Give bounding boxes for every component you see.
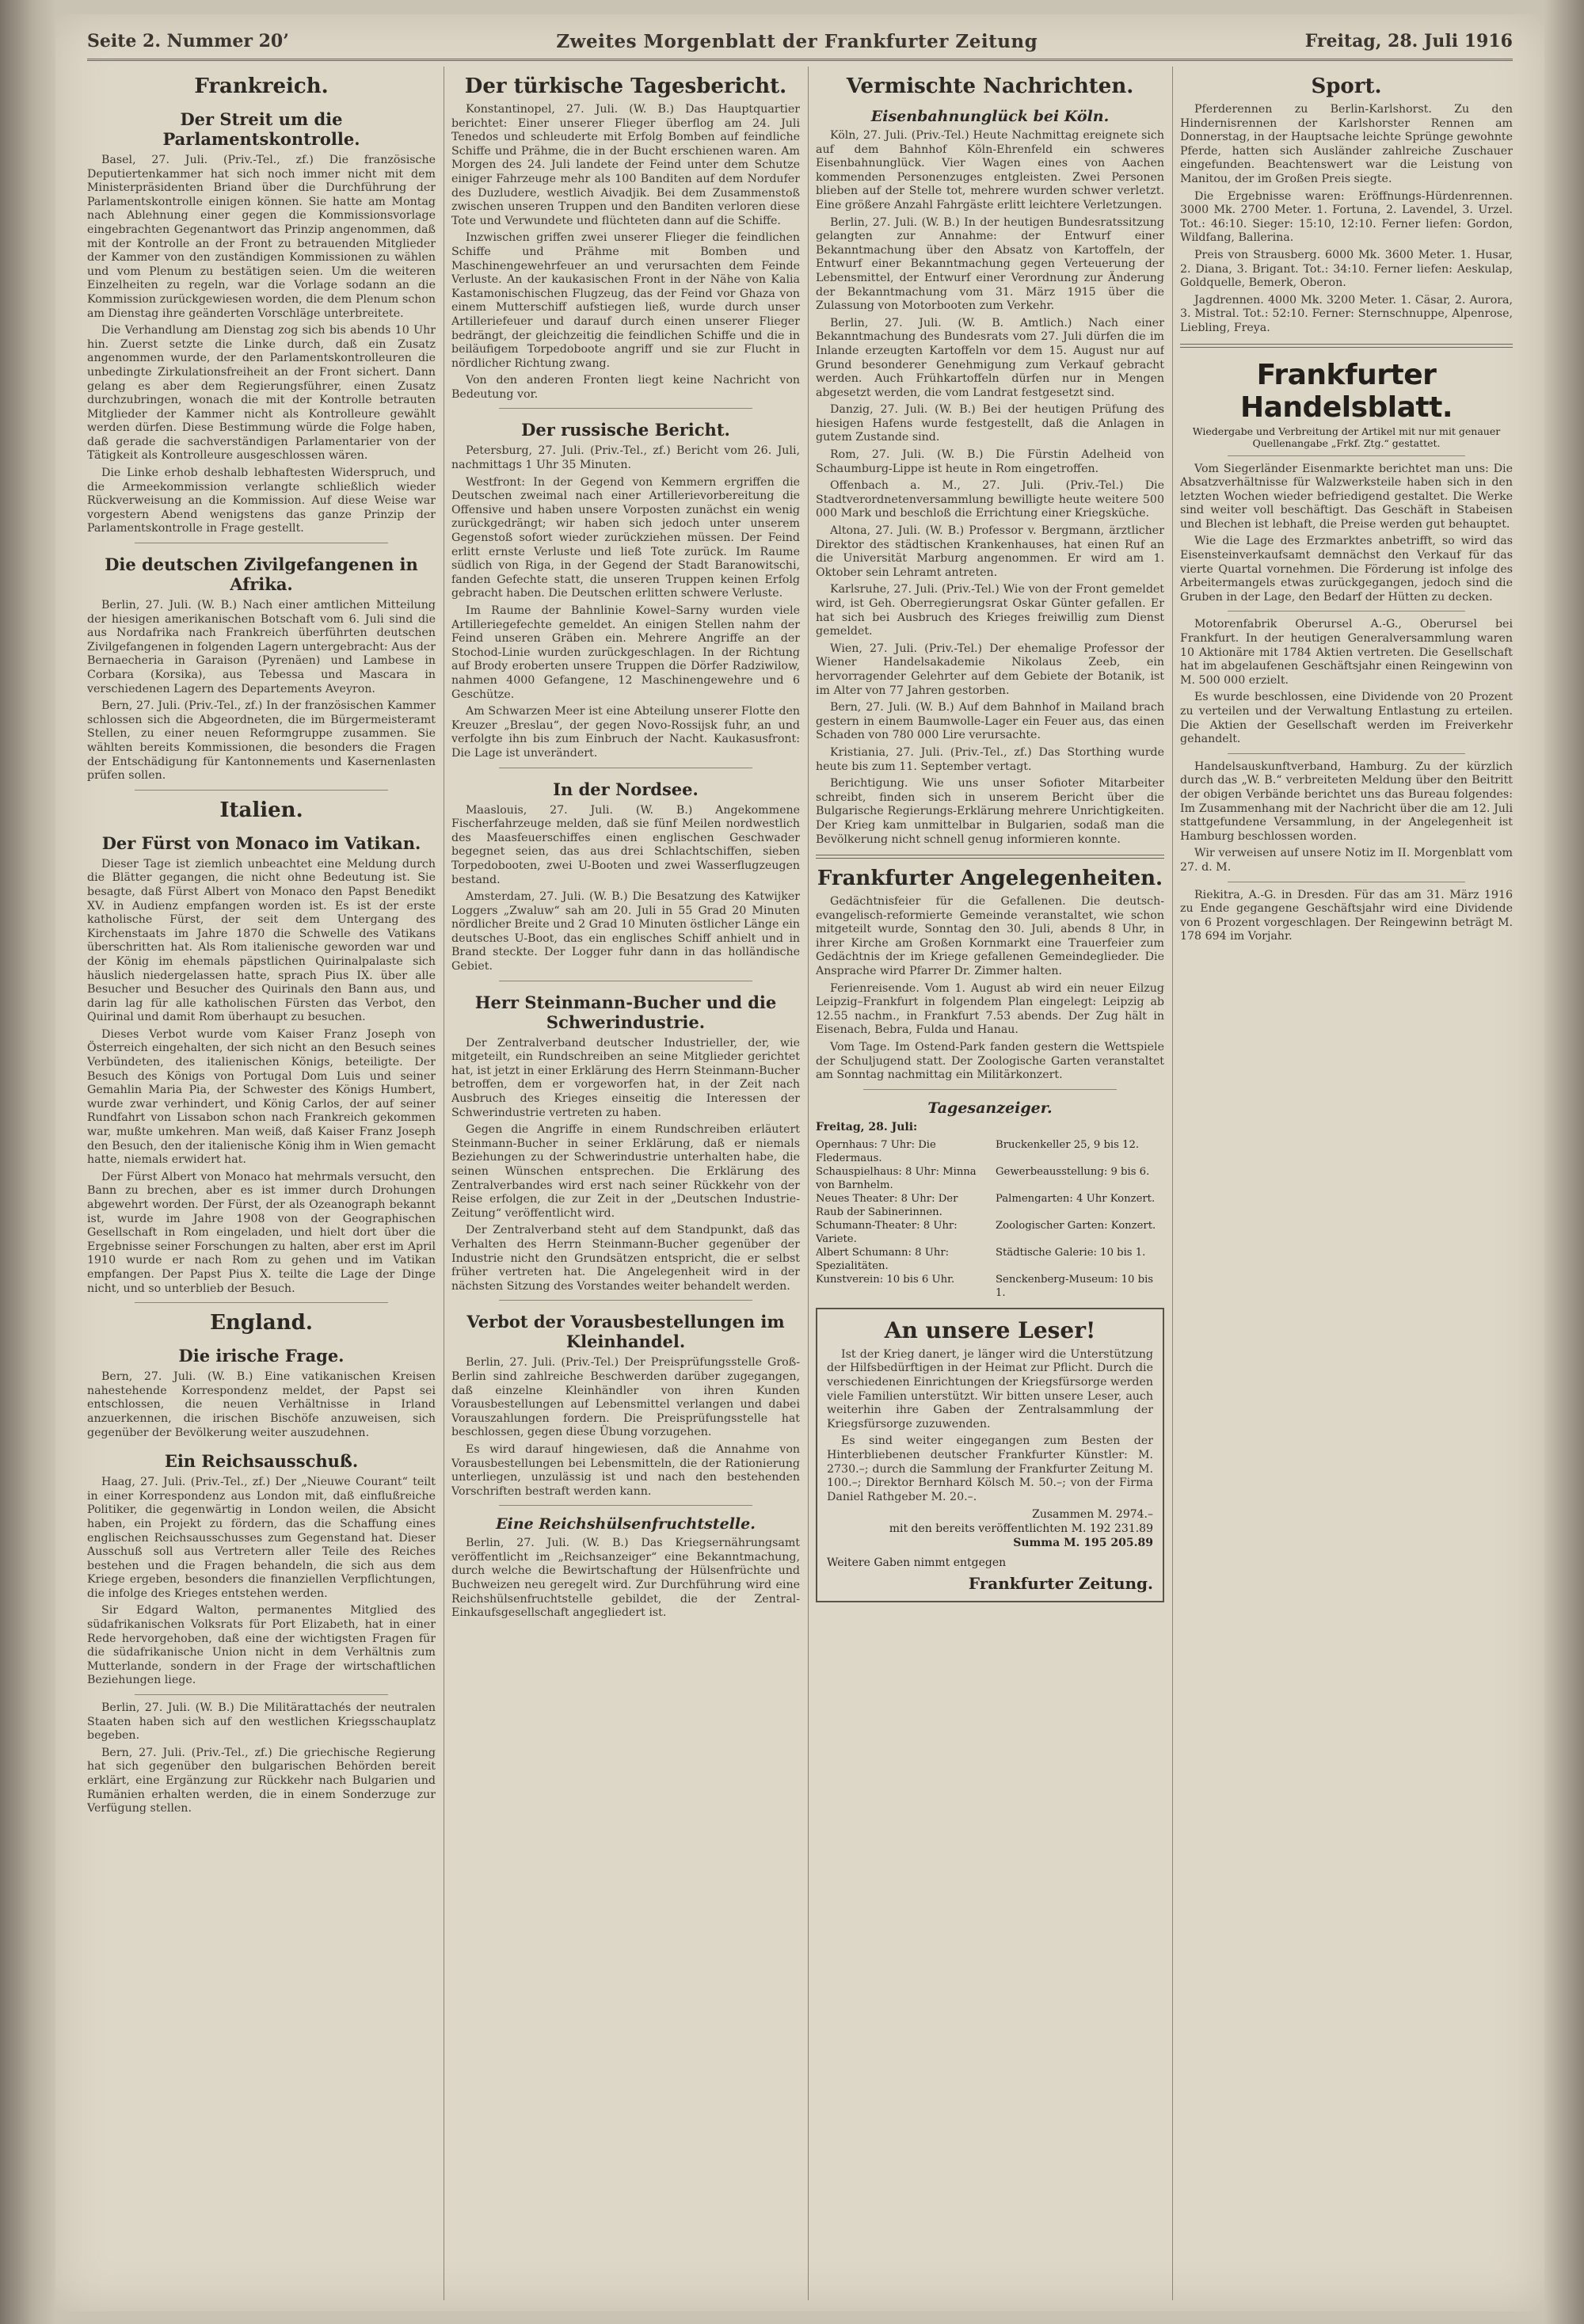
article-paragraph: Riekitra, A.-G. in Dresden. Für das am 31. März 1916 zu Ende gegangene Geschäftsjahr wird eine Dividende von 6 Prozent vorgeschlagen. Der Reingewinn beträgt M. 178 694 im Vorjahr.: [1180, 888, 1513, 943]
article-paragraph: Wir verweisen auf unsere Notiz im II. Morgenblatt vom 27. d. M.: [1180, 847, 1513, 874]
section-heading-england: England.: [210, 1311, 313, 1335]
article-heading: Herr Steinmann-Bucher und die Schwerindustrie.: [474, 992, 777, 1032]
article-paragraph: Der Zentralverband steht auf dem Standpunkt, daß das Verhalten des Herrn Steinmann-Bucher gegenüber der Industrie nicht den Grundsätzen entspricht, die er selbst früher vertreten hat. Die Angelegenheit wird in der nächsten Sitzung des Vorstandes weiter behandelt werden.: [451, 1224, 800, 1293]
tagesanzeiger-entry: Palmengarten: 4 Uhr Konzert.: [996, 1192, 1156, 1205]
column-3: [816, 67, 1164, 2300]
donation-previous: mit den bereits veröffentlichten M. 192 231.89: [889, 1522, 1153, 1536]
article-paragraph: Berlin, 27. Juli. (W. B.) Die Militärattachés der neutralen Staaten haben sich auf den westlichen Kriegsschauplatz begeben.: [87, 1701, 436, 1743]
article-paragraph: Bern, 27. Juli. (Priv.-Tel., zf.) In der französischen Kammer schlossen sich die Abgeordneten, die im Bürgermeisteramt Stellen, zu einer neuen Reformgruppe zusammen. Sie wählten bereits Kommissionen, die besonders die Fragen der Entschädigung für Kantonnements und Kasernenlasten prüfen sollen.: [87, 699, 436, 783]
article-paragraph: Der Fürst Albert von Monaco hat mehrmals versucht, den Bann zu brechen, aber es ist immer durch Drohungen abgewehrt worden. Der Fürst, der als Ozeanograph bekannt ist, wurde im Jahre 1908 von der Geographischen Gesellschaft in Rom eingeladen, und hielt dort über die Ergebnisse seiner Forschungen zu halten, aber erst im April 1910 wurde er nach Rom zu gehen und im Vatikan empfangen. Der Papst Pius X. teilte die Lage der Dinge nicht, und so unterblieb der Besuch.: [87, 1170, 436, 1295]
masthead-page-number: Seite 2. Nummer 20’: [87, 31, 289, 51]
article-paragraph: Handelsauskunftverband, Hamburg. Zu der kürzlich durch das „W. B.“ verbreiteten Meldung über den Beitritt der obigen Verbände berichtet uns das Bureau folgendes: Im Zusammenhang mit der Nachricht über die am 12. Juli stattgefundene Versammlung, in der Angelegenheit ist Hamburg beschlossen worden.: [1180, 760, 1513, 843]
article-paragraph: Gedächtnisfeier für die Gefallenen. Die deutsch-evangelisch-reformierte Gemeinde veranstaltet, wie schon mitgeteilt wurde, Sonntag den 30. Juli, abends 8 Uhr, in ihrer Kirche am Großen Kornmarkt eine Trauerfeier zum Gedächtnis der im Kriege gefallenen Gemeindeglieder. Die Ansprache wird Pfarrer Dr. Zimmer halten.: [816, 895, 1164, 978]
handelsblatt-title: Frankfurter Handelsblatt.: [1240, 358, 1453, 424]
article-paragraph: Jagdrennen. 4000 Mk. 3200 Meter. 1. Cäsar, 2. Aurora, 3. Mistral. Tot.: 52:10. Ferner: Sternschnuppe, Alpenrose, Liebling, Freya.: [1180, 293, 1513, 334]
section-heading-frankfurter: Frankfurter Angelegenheiten.: [817, 867, 1163, 891]
article-paragraph: Dieser Tage ist ziemlich unbeachtet eine Meldung durch die Blätter gegangen, die nicht ohne Bedeutung ist. Sie besagte, daß Fürst Albert von Monaco den Papst Benedikt XV. in Audienz empfangen worden ist. Es ist der erste katholische Fürst, der seit dem Untergang des Kirchenstaats im Jahre 1870 die Schwelle des Vatikans überschritten hat. Als Rom italienische geworden war und der König im ehemals päpstlichen Quirinalpalaste sich häuslich niedergelassen hatte, sprach Pius IX. über alle Besucher und Besucher des Quirinals den Bann aus, und darin lag für alle katholischen Fürsten das Verbot, den Quirinal und damit Rom überhaupt zu besuchen.: [87, 857, 436, 1024]
tagesanzeiger-entry: Gewerbeausstellung: 9 bis 6.: [996, 1165, 1150, 1178]
column-2: [451, 67, 800, 2300]
article-paragraph: Im Raume der Bahnlinie Kowel–Sarny wurden viele Artilleriegefechte gemeldet. An einigen Stellen nahm der Feind unseren Gräben ein. Mehrere Angriffe an der Stochod-Linie wurden zurückgeschlagen. In der Richtung auf Brody eroberten unsere Truppen die Dörfer Radziwilow, nahmen 4000 Gefangene, 12 Maschinengewehre und 6 Geschütze.: [451, 604, 800, 701]
article-paragraph: Petersburg, 27. Juli. (Priv.-Tel., zf.) Bericht vom 26. Juli, nachmittags 1 Uhr 35 Minuten.: [451, 444, 800, 472]
column-rule: [808, 67, 809, 2300]
article-paragraph: Berlin, 27. Juli. (Priv.-Tel.) Der Preisprüfungsstelle Groß-Berlin sind zahlreiche Beschwerden darüber zugegangen, daß einzelne Kleinhändler von ihren Kunden Vorausbestellungen auf Lebensmittel verlangen und dabei Vorauszahlungen fordern. Die Preisprüfungsstelle hat beschlossen, gegen diese Übung vorzugehen.: [451, 1356, 800, 1439]
masthead: [87, 24, 1513, 61]
divider: [499, 1300, 752, 1301]
article-paragraph: Inzwischen griffen zwei unserer Flieger die feindlichen Schiffe und Prähme mit Bomben und Maschinengewehrfeuer an und verursachten dem Feinde Verluste. An der kaukasischen Front in der Nähe von Kalia Kastamonischischen Flugzeug, das der Feind vor Ghaza von einem Mutterschiff aufstiegen ließ, wurde durch unser Artilleriefeuer und darauf durch einen unserer Flieger bedrängt, der gleichzeitig die feindlichen Schiffe und die in beiläufigem Torpedoboote angriff und sie zur Flucht in nördlicher Richtung zwang.: [451, 231, 800, 370]
handelsblatt-subtitle: Wiedergabe und Verbreitung der Artikel mit nur mit genauer Quellenangabe „Frkf. Ztg.“ gestattet.: [1192, 425, 1501, 449]
article-paragraph: Karlsruhe, 27. Juli. (Priv.-Tel.) Wie von der Front gemeldet wird, ist Geh. Oberregierungsrat Oskar Günter gefallen. Er hat sich bei Ausbruch des Krieges freiwillig zum Dienst gemeldet.: [816, 583, 1164, 638]
divider: [1228, 753, 1465, 754]
masthead-title: Zweites Morgenblatt der Frankfurter Zeitung: [556, 30, 1038, 52]
article-paragraph: Bern, 27. Juli. (W. B.) Auf dem Bahnhof in Mailand brach gestern in einem Baumwolle-Lager ein Feuer aus, das einen Schaden von 780 000 Lire verursachte.: [816, 701, 1164, 742]
article-heading: Eisenbahnunglück bei Köln.: [870, 108, 1110, 125]
article-paragraph: Westfront: In der Gegend von Kemmern ergriffen die Deutschen zweimal nach einer Artillerievorbereitung die Offensive und haben unsere Vorposten zunächst ein wenig zurückgedrängt; wir haben sich jedoch unter unserem Gegenstoß sofort wieder zurückziehen müssen. Der Feind erlitt ernste Verluste und ließ Tote zurück. Im Raume südlich von Riga, in der Gegend der Stadt Baranowitschi, fanden Gefechte statt, die unseren Truppen keinen Erfolg gebracht haben. Die Deutschen erlitten schwere Verluste.: [451, 475, 800, 600]
donation-grand-total: Summa M. 195 205.89: [1013, 1537, 1153, 1550]
leser-appeal-title: An unsere Leser!: [884, 1316, 1096, 1343]
article-paragraph: Köln, 27. Juli. (Priv.-Tel.) Heute Nachmittag ereignete sich auf dem Bahnhof Köln-Ehrenfeld ein schweres Eisenbahnunglück. Vier Wagen eines von Aachen kommenden Personenzuges entgleisten. Zwei Personen blieben auf der Stelle tot, mehrere wurden schwer verletzt. Eine größere Anzahl Fahrgäste erlitt leichtere Verletzungen.: [816, 129, 1164, 211]
tagesanzeiger-date: Freitag, 28. Juli:: [816, 1120, 918, 1133]
article-heading: Die deutschen Zivilgefangenen in Afrika.: [105, 554, 418, 595]
donation-sum-line: [827, 1522, 1153, 1536]
column-1: [87, 67, 436, 2300]
columns: [87, 67, 1513, 2300]
article-paragraph: Rom, 27. Juli. (W. B.) Die Fürstin Adelheid von Schaumburg-Lippe ist heute in Rom eingetroffen.: [816, 448, 1164, 475]
donation-note: Weitere Gaben nimmt entgegen: [827, 1556, 1007, 1570]
article-heading: Der Streit um die Parlamentskontrolle.: [162, 109, 360, 149]
article-paragraph: Wien, 27. Juli. (Priv.-Tel.) Der ehemalige Professor der Wiener Handelsakademie Nikolaus Zeeb, ein hervorragender Gelehrter auf dem Gebiete der Botanik, ist im Alter von 77 Jahren gestorben.: [816, 642, 1164, 697]
tagesanzeiger-entry: Städtische Galerie: 10 bis 1.: [996, 1246, 1146, 1259]
article-paragraph: Berlin, 27. Juli. (W. B.) Nach einer amtlichen Mitteilung der hiesigen amerikanischen Botschaft vom 6. Juli sind die aus Nordafrika nach Frankreich überführten deutschen Zivilgefangenen in folgenden Lagern untergebracht: Aus der Bernaecheria in Garaison (Pyrenäen) und Lambese in Corbara (Korsika), aus Tebessa und Mascara in verschiedenen Lagern des Departements Aveyron.: [87, 599, 436, 695]
article-heading: Eine Reichshülsenfruchtstelle.: [496, 1515, 756, 1533]
publisher-signature: Frankfurter Zeitung.: [968, 1574, 1153, 1594]
article-heading: Der türkische Tagesbericht.: [464, 74, 787, 98]
newspaper-page: [55, 14, 1544, 2311]
article-heading: Verbot der Vorausbestellungen im Kleinhandel.: [466, 1312, 785, 1352]
article-heading: Ein Reichsausschuß.: [164, 1451, 359, 1472]
divider: [1228, 455, 1465, 456]
divider: [816, 855, 1164, 859]
article-paragraph: Von den anderen Fronten liegt keine Nachricht von Bedeutung vor.: [451, 374, 800, 401]
tagesanzeiger-entry: Opernhaus: 7 Uhr: Die Fledermaus.: [816, 1138, 936, 1164]
article-paragraph: Maaslouis, 27. Juli. (W. B.) Angekommene Fischerfahrzeuge melden, daß sie fünf Meilen nordwestlich des Maasfeuerschiffes einen englischen Geschwader begegnet seien, das aus drei Schlachtschiffen, sieben Torpedobooten, zwei U-Booten und zwei Wasserflugzeugen bestand.: [451, 803, 800, 886]
binding-gutter-right: [1544, 0, 1584, 2324]
article-heading: Die irische Frage.: [178, 1346, 345, 1366]
divider: [499, 408, 752, 409]
article-paragraph: Pferderennen zu Berlin-Karlshorst. Zu den Hindernisrennen der Karlshorster Rennen am Donnerstag, in der Hauptsache leichte Sprünge gewohnte Pferde, hatten sich Ausländer zahlreiche Zuschauer eingefunden. Beachtenswert war die Leistung von Manitou, der im Großen Preis siegte.: [1180, 103, 1513, 185]
tagesanzeiger-heading: Tagesanzeiger.: [927, 1099, 1053, 1117]
article-paragraph: Preis von Strausberg. 6000 Mk. 3600 Meter. 1. Husar, 2. Diana, 3. Brigant. Tot.: 34:10. Ferner liefen: Aeskulap, Goldquelle, Bemerk, Oberon.: [1180, 248, 1513, 290]
article-paragraph: Bern, 27. Juli. (W. B.) Eine vatikanischen Kreisen nahestehende Korrespondenz meldet, der Papst sei entschlossen, die neuen Verhältnisse in Irland anzuerkennen, die irischen Bischöfe anzuweisen, sich gegenüber der Bevölkerung weiter auszudehnen.: [87, 1370, 436, 1439]
article-paragraph: Berichtigung. Wie uns unser Sofioter Mitarbeiter schreibt, finden sich in unserem Bericht über die Bulgarische Regierungs-Erklärung mehrere Unrichtigkeiten. Der Krieg kam unmittelbar in Bulgarien, sodaß man die Bevölkerung nicht schnell genug informieren konnte.: [816, 777, 1164, 846]
article-paragraph: Konstantinopel, 27. Juli. (W. B.) Das Hauptquartier berichtet: Einer unserer Flieger überflog am 24. Juli Tenedos und schleuderte mit Erfolg Bomben auf feindliche Schiffe und Prähme, die in der Bucht erschienen waren. Am Morgen des 24. Juli landete der Feind unter dem Schutze einiger Fahrzeuge mehr als 100 Banditen auf dem Nordufer des Duzludere, westlich Aivadjik. Bei dem Zusammenstoß zwischen unseren Truppen und den Banditen verloren diese Tote und Verwundete und flüchteten dann auf die Schiffe.: [451, 103, 800, 227]
article-paragraph: Altona, 27. Juli. (W. B.) Professor v. Bergmann, ärztlicher Direktor des städtischen Krankenhauses, hat einen Ruf an die Universität Marburg angenommen. Er wird am 1. Oktober sein Lehramt antreten.: [816, 524, 1164, 579]
tagesanzeiger-entry: Senckenberg-Museum: 10 bis 1.: [996, 1273, 1154, 1299]
section-heading-vermischte: Vermischte Nachrichten.: [846, 74, 1134, 98]
section-heading-frankreich: Frankreich.: [194, 74, 329, 98]
column-rule: [1172, 67, 1173, 2300]
article-paragraph: Gegen die Angriffe in einem Rundschreiben erläutert Steinmann-Bucher in seiner Erklärung, daß er niemals Beziehungen zu der Schwerindustrie unterhalten habe, die seinen Wünschen entsprechen. Die Erklärung des Zentralverbandes wird erst nach seiner Rückkehr von der Reise erfolgen, die zur Zeit in der „Deutschen Industrie-Zeitung“ veröffentlicht wird.: [451, 1123, 800, 1220]
divider: [135, 790, 388, 791]
article-paragraph: Es wurde beschlossen, eine Dividende von 20 Prozent zu verteilen und der Verwaltung Entlastung zu erteilen. Die Aktien der Gesellschaft werden im Freiverkehr gehandelt.: [1180, 691, 1513, 746]
divider: [499, 1505, 752, 1506]
donation-sum-line: [827, 1536, 1153, 1550]
article-paragraph: Basel, 27. Juli. (Priv.-Tel., zf.) Die französische Deputiertenkammer hat sich noch immer nicht mit dem Ministerpräsidenten Briand über die Durchführung der Parlamentskontrolle einigen können. Sie hatte am Montag nach Ablehnung einer gegen die Kommissionsvorlage eingebrachten Gegenantwort das Prinzip angenommen, daß mit der Kontrolle an der Front zu betrauenden Mitglieder der Kammer von den zuständigen Kommissionen zu wählen und vom Plenum zu bestätigen seien. Um die weiteren Einzelheiten zu regeln, war die Vorlage sodann an die Kommission zurückgewiesen worden, die dem Plenum schon am Dienstag ihre geänderten Vorschläge unterbreitete.: [87, 154, 436, 320]
article-paragraph: Berlin, 27. Juli. (W. B. Amtlich.) Nach einer Bekanntmachung des Bundesrats vom 27. Juli dürfen die im Inlande erzeugten Kartoffeln vor dem 15. August nur auf Grund besonderer Genehmigung zum Verkauf gebracht werden. Auch Frühkartoffeln dürfen nur in Mengen abgesetzt werden, die vom Landrat festgesetzt sind.: [816, 316, 1164, 399]
article-paragraph: Wie die Lage des Erzmarktes anbetrifft, so wird das Eisensteinverkaufsamt demnächst den Verkauf für das vierte Quartal vornehmen. Die Förderung ist infolge des Arbeitermangels etwas zurückgegangen, jedoch sind die Gruben in der Lage, den Bedarf der Hütten zu decken.: [1180, 535, 1513, 604]
article-paragraph: Es wird darauf hingewiesen, daß die Annahme von Vorausbestellungen bei Lebensmitteln, die der Rationierung unterliegen, unzulässig ist und nach den bestehenden Vorschriften bestraft werden kann.: [451, 1442, 800, 1498]
divider: [135, 1694, 388, 1695]
article-paragraph: Sir Edgard Walton, permanentes Mitglied des südafrikanischen Volksrats für Port Elizabeth, hat in einer Rede hervorgehoben, daß eine der wichtigsten Fragen für die südafrikanische Union nicht in dem Verhältnis zum Mutterlande, sondern in der Frage der wirtschaftlichen Beziehungen liege.: [87, 1604, 436, 1687]
article-paragraph: Dieses Verbot wurde vom Kaiser Franz Joseph von Österreich eingehalten, der sich nicht an den Besuch seines Verbündeten, des italienischen Königs, beteiligte. Der Besuch des Königs von Portugal Dom Luis und seiner Gemahlin Maria Pia, der Schwester des Königs Humbert, wurde zwar verhindert, und König Carlos, der auf seiner Rundfahrt von Lissabon schon nach Frankreich gekommen war, mußte umkehren. Man weiß, daß Kaiser Franz Joseph den Besuch, den der italienische König ihm in Wien gemacht hatte, niemals erwidert hat.: [87, 1027, 436, 1167]
tagesanzeiger-entry: Albert Schumann: 8 Uhr: Spezialitäten.: [816, 1246, 950, 1272]
tagesanzeiger-entry: Schumann-Theater: 8 Uhr: Variete.: [816, 1219, 958, 1245]
article-paragraph: Vom Tage. Im Ostend-Park fanden gestern die Wettspiele der Schuljugend statt. Der Zoologische Garten veranstaltet am Sonntag nachmittag ein Militärkonzert.: [816, 1041, 1164, 1082]
donation-total: Zusammen M. 2974.–: [1032, 1508, 1153, 1522]
article-heading: Der Fürst von Monaco im Vatikan.: [101, 832, 421, 853]
article-paragraph: Amsterdam, 27. Juli. (W. B.) Die Besatzung des Katwijker Loggers „Zwaluw“ sah am 20. Juli in 55 Grad 20 Minuten nördlicher Breite und 2 Grad 10 Minuten östlicher Länge ein deutsches U-Boot, das ein englisches Schiff anhielt und in Brand steckte. Der Logger fuhr dann in das holländische Gebiet.: [451, 890, 800, 973]
leser-appeal-paragraph: Ist der Krieg danert, je länger wird die Unterstützung der Hilfsbedürftigen in der Heimat zur Pflicht. Durch die verschiedenen Einrichtungen der Kriegsfürsorge werden viele Familien unterstützt. Wir bitten unsere Leser, auch weiterhin ihre Gaben der Zentralsammlung der Kriegsfürsorge zuzuwenden.: [827, 1347, 1153, 1431]
article-paragraph: Danzig, 27. Juli. (W. B.) Bei der heutigen Prüfung des hiesigen Hafens wurde festgestellt, daß die Anlagen in gutem Zustande sind.: [816, 403, 1164, 444]
section-heading-sport: Sport.: [1311, 74, 1382, 98]
article-paragraph: Motorenfabrik Oberursel A.-G., Oberursel bei Frankfurt. In der heutigen Generalversammlung waren 10 Aktionäre mit 1784 Aktien vertreten. Die Gesellschaft hat im abgelaufenen Geschäftsjahr einen Reingewinn von M. 500 000 erzielt.: [1180, 618, 1513, 687]
tagesanzeiger-entry: Bruckenkeller 25, 9 bis 12.: [996, 1138, 1140, 1151]
section-heading-italien: Italien.: [219, 798, 303, 822]
tagesanzeiger-table: [816, 1138, 1164, 1300]
leser-appeal-paragraph: Es sind weiter eingegangen zum Besten der Hinterbliebenen deutscher Frankfurter Künstler: M. 2730.–; durch die Sammlung der Frankfurter Zeitung M. 100.–; Direktor Bernhard Kölsch M. 50.–; von der Firma Daniel Rathgeber M. 20.–.: [827, 1434, 1153, 1503]
masthead-date: Freitag, 28. Juli 1916: [1304, 31, 1513, 51]
article-paragraph: Der Zentralverband deutscher Industrieller, der, wie mitgeteilt, ein Rundschreiben an seine Mitglieder gerichtet hat, ist jetzt in einer Erklärung des Herrn Steinmann-Bucher betroffen, dem er vorgeworfen hat, in der Zeit nach Ausbruch des Krieges einseitig die Interessen der Schwerindustrie vertreten zu haben.: [451, 1036, 800, 1119]
tagesanzeiger-entry: Neues Theater: 8 Uhr: Der Raub der Sabinerinnen.: [816, 1192, 958, 1218]
divider: [1180, 344, 1513, 348]
article-paragraph: Vom Siegerländer Eisenmarkte berichtet man uns: Die Absatzverhältnisse für Walzwerksteile haben sich in den letzten Wochen wieder befriedigend gestaltet. Die Werke sind weiter voll beschäftigt. Das Geschäft in Stabeisen und Blechen ist lebhaft, die Preise werden gut behauptet.: [1180, 462, 1513, 531]
column-4: [1180, 67, 1513, 2300]
article-paragraph: Ferienreisende. Vom 1. August ab wird ein neuer Eilzug Leipzig–Frankfurt in folgendem Plan eingelegt: Leipzig ab 12.55 nachm., in Frankfurt 7.53 abends. Der Zug hält in Eisenach, Bebra, Fulda und Hanau.: [816, 981, 1164, 1037]
donation-sum-line: [827, 1507, 1153, 1522]
article-paragraph: Kristiania, 27. Juli. (Priv.-Tel., zf.) Das Storthing wurde heute bis zum 11. September vertagt.: [816, 745, 1164, 773]
tagesanzeiger-entry: Zoologischer Garten: Konzert.: [996, 1219, 1156, 1232]
leser-appeal-box: [816, 1308, 1164, 1603]
article-paragraph: Die Linke erhob deshalb lebhaftesten Widerspruch, und die Armeekommission verlangte schließlich wieder Rückverweisung an die Kommission. Auf diese Weise war vorgestern Abend wenigstens das ganze Prinzip der Parlamentskontrolle in Frage gestellt.: [87, 467, 436, 535]
article-paragraph: Offenbach a. M., 27. Juli. (Priv.-Tel.) Die Stadtverordnetenversammlung bewilligte heute weitere 500 000 Mark und beschloß die Errichtung einer Kriegsküche.: [816, 479, 1164, 520]
article-paragraph: Bern, 27. Juli. (Priv.-Tel., zf.) Die griechische Regierung hat sich gegenüber den bulgarischen Behörden bereit erklärt, eine Ergänzung zur Rückkehr nach Bulgarien und Rumänien erhalten werden, die in einem Sonderzuge zur Verfügung stellen.: [87, 1746, 436, 1815]
article-paragraph: Berlin, 27. Juli. (W. B.) Das Kriegsernährungsamt veröffentlicht im „Reichsanzeiger“ eine Bekanntmachung, durch welche die Bewirtschaftung der Hülsenfrüchte und Buchweizen neu geregelt wird. Zur Durchführung wird eine Reichshülsenfruchtstelle gebildet, die der Zentral-Einkaufsgesellschaft angegliedert ist.: [451, 1537, 800, 1620]
article-paragraph: Die Ergebnisse waren: Eröffnungs-Hürdenrennen. 3000 Mk. 2700 Meter. 1. Fortuna, 2. Lavendel, 3. Urzel. Tot.: 46:10. Sieger: 15:10, 12:10. Ferner liefen: Gordon, Wildfang, Ballerina.: [1180, 189, 1513, 245]
article-paragraph: Am Schwarzen Meer ist eine Abteilung unserer Flotte den Kreuzer „Breslau“, der gegen Novo-Rossijsk fuhr, an und verfolgte ihn bis zum Einbruch der Nacht. Kaukasusfront: Die Lage ist unverändert.: [451, 705, 800, 760]
binding-gutter-left: [0, 0, 55, 2324]
divider: [135, 1302, 388, 1303]
article-paragraph: Die Verhandlung am Dienstag zog sich bis abends 10 Uhr hin. Zuerst setzte die Linke durch, daß ein Zusatz angenommen wurde, der den Parlamentskontrolleuren die unbedingte Zirkulationsfreiheit an der Front sichert. Dann gelang es aber dem Regierungsführer, einen Zusatz durchzubringen, wonach die mit der Kontrolle betrauten Mitglieder der Kammer nicht als Kontrolleure gewählt werden dürfen. Diese Bestimmung würde die Folge haben, daß gerade die sachverständigen Parlamentarier von der Tätigkeit als Kontrolleure ausgeschlossen wären.: [87, 324, 436, 463]
tagesanzeiger-entry: Kunstverein: 10 bis 6 Uhr.: [816, 1273, 955, 1286]
divider: [863, 1089, 1117, 1090]
article-paragraph: Berlin, 27. Juli. (W. B.) In der heutigen Bundesratssitzung gelangten zur Annahme: der Entwurf einer Bekanntmachung über den Absatz von Kartoffeln, der Entwurf einer Bekanntmachung gegen Verteuerung der Lebensmittel, der Entwurf einer Verordnung zur Änderung der Bekanntmachung vom 31. März 1915 über die Zulassung von Motorbooten zum Verkehr.: [816, 215, 1164, 313]
article-heading: Der russische Bericht.: [521, 420, 730, 440]
article-heading: In der Nordsee.: [553, 779, 699, 799]
tagesanzeiger-entry: Schauspielhaus: 8 Uhr: Minna von Barnhelm.: [816, 1165, 977, 1191]
article-paragraph: Haag, 27. Juli. (Priv.-Tel., zf.) Der „Nieuwe Courant“ teilt in einer Korrespondenz aus London mit, daß einflußreiche Politiker, die gegenwärtig in London weilen, die Absicht haben, ein Projekt zu fördern, das die Schaffung eines englischen Reichsausschusses zum Gegenstand hat. Dieser Ausschuß soll aus Vertretern aller Teile des Reiches bestehen und die Fragen behandeln, die sich aus dem Kriege ergeben, besonders die finanziellen Verpflichtungen, die infolge des Krieges entstehen werden.: [87, 1476, 436, 1600]
